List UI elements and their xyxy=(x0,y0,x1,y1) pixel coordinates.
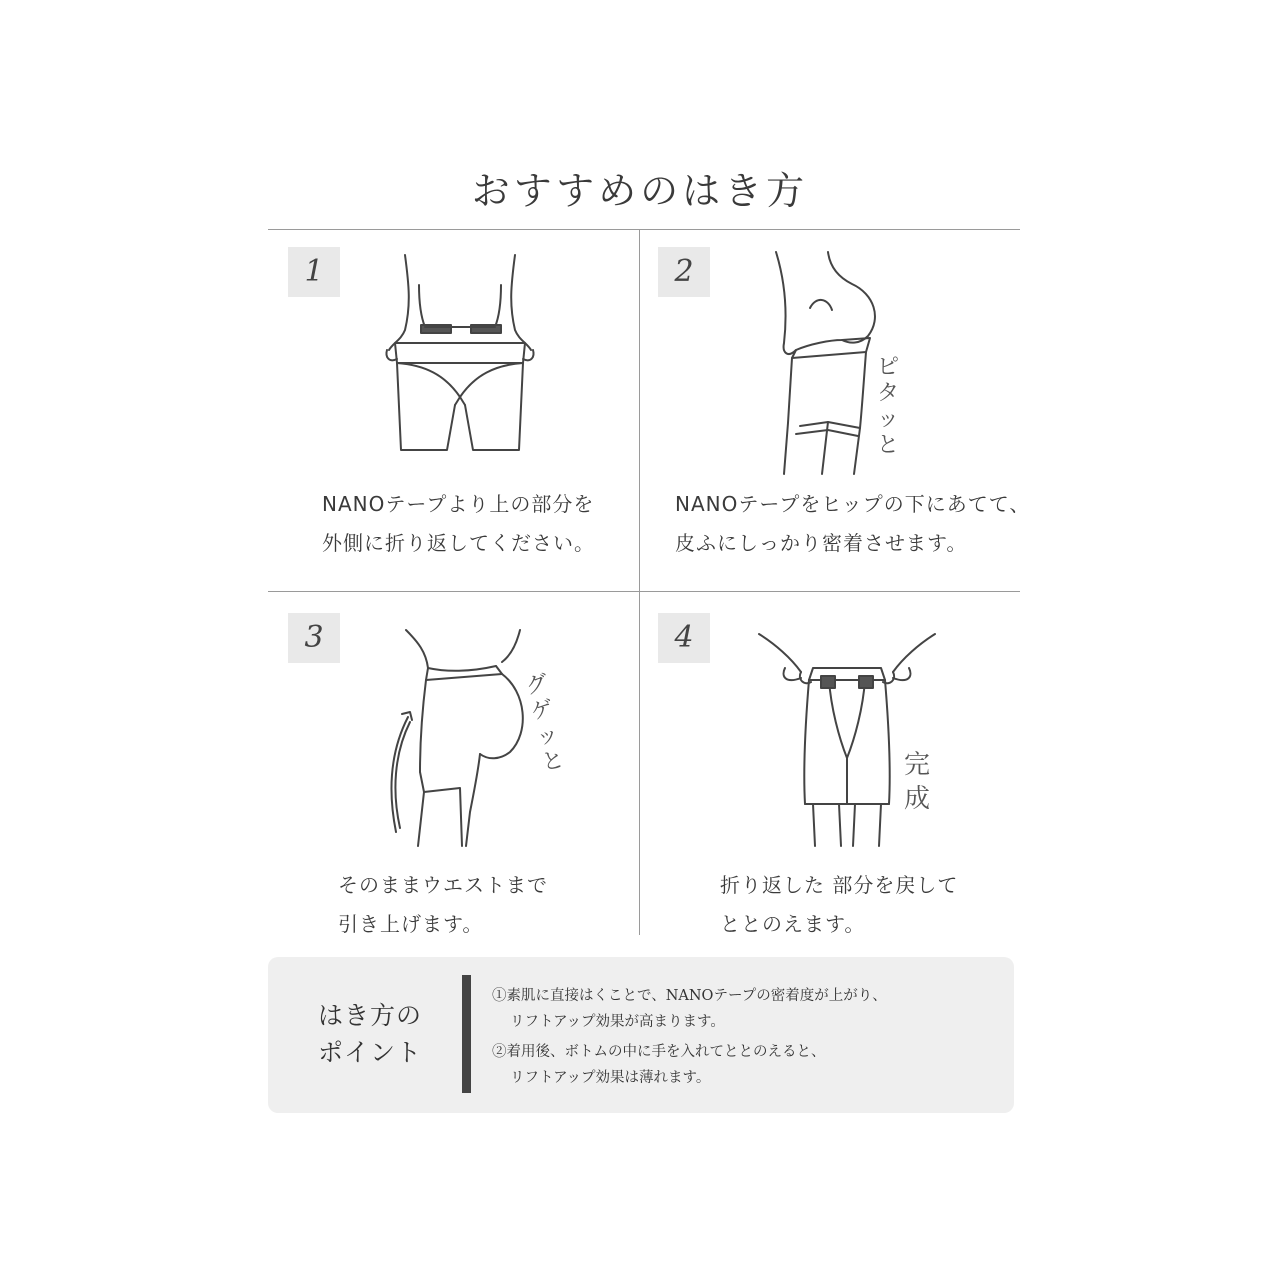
points-heading-line: はき方の xyxy=(318,1001,423,1030)
caption-line: 皮ふにしっかり密着させます。 xyxy=(675,531,968,555)
caption-line: NANOテープより上の部分を xyxy=(322,492,595,516)
point-2-line-2: リフトアップ効果は薄れます。 xyxy=(510,1070,711,1086)
point-1-line-2: リフトアップ効果が高まります。 xyxy=(510,1014,725,1030)
point-2-line-1: ②着用後、ボトムの中に手を入れてととのえると、 xyxy=(492,1044,826,1060)
caption-line: そのままウエストまで xyxy=(338,873,548,897)
step-1-illustration xyxy=(375,245,545,460)
middle-divider xyxy=(268,591,1020,592)
top-divider xyxy=(268,229,1020,230)
step-3-illustration xyxy=(370,622,540,847)
step-number: 1 xyxy=(288,247,340,297)
step-1-caption xyxy=(322,485,595,563)
points-divider-bar xyxy=(462,975,471,1093)
points-heading-line: ポイント xyxy=(318,1038,423,1067)
point-1-line-1: ①素肌に直接はくことで、NANOテープの密着度が上がり、 xyxy=(492,988,887,1004)
step-3-sfx: グゲッと xyxy=(523,670,567,777)
step-4-caption xyxy=(720,866,958,944)
caption-line: 外側に折り返してください。 xyxy=(322,531,595,555)
step-number: 4 xyxy=(658,613,710,663)
caption-line: NANOテープをヒップの下にあてて、 xyxy=(675,492,1031,516)
step-4-sfx: 完成 xyxy=(903,750,930,814)
step-2-sfx: ピタッと xyxy=(876,355,899,458)
step-number: 2 xyxy=(658,247,710,297)
caption-line: 折り返した 部分を戻して xyxy=(720,873,959,897)
step-number: 3 xyxy=(288,613,340,663)
caption-line: ととのえます。 xyxy=(720,912,866,936)
step-2-caption xyxy=(675,485,1030,563)
points-heading xyxy=(318,997,422,1071)
center-divider xyxy=(639,229,640,935)
page-title: おすすめのはき方 xyxy=(471,169,809,213)
step-3-caption xyxy=(338,866,548,944)
caption-line: 引き上げます。 xyxy=(338,912,484,936)
